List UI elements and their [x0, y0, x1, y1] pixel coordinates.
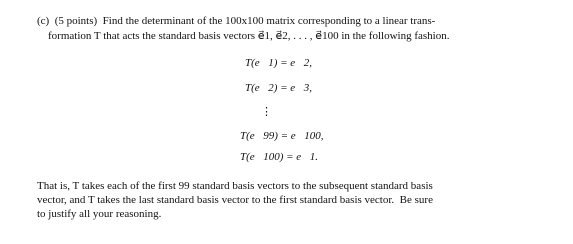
problem-intro-line-2: formation T that acts the standard basis vectors e⃗1, e⃗2, . . . , e⃗100 in the following fashion.	[48, 30, 450, 42]
equation-1: T(e⃗1) = e⃗2,	[245, 57, 312, 69]
problem-intro-line-1: (c) (5 points) Find the determinant of the 100x100 matrix corresponding to a linear trans-	[37, 15, 436, 27]
equation-100: T(e⃗100) = e⃗1.	[240, 151, 318, 163]
equation-vdots: ⋮	[261, 106, 272, 118]
problem-closing-line-3: to justify all your reasoning.	[37, 208, 162, 220]
problem-closing-line-1: That is, T takes each of the first 99 standard basis vectors to the subsequent standard basis	[37, 180, 433, 192]
equation-2: T(e⃗2) = e⃗3,	[245, 82, 312, 94]
problem-closing-line-2: vector, and T takes the last standard basis vector to the first standard basis vector. Be sure	[37, 194, 433, 206]
equation-99: T(e⃗99) = e⃗100,	[240, 130, 324, 142]
